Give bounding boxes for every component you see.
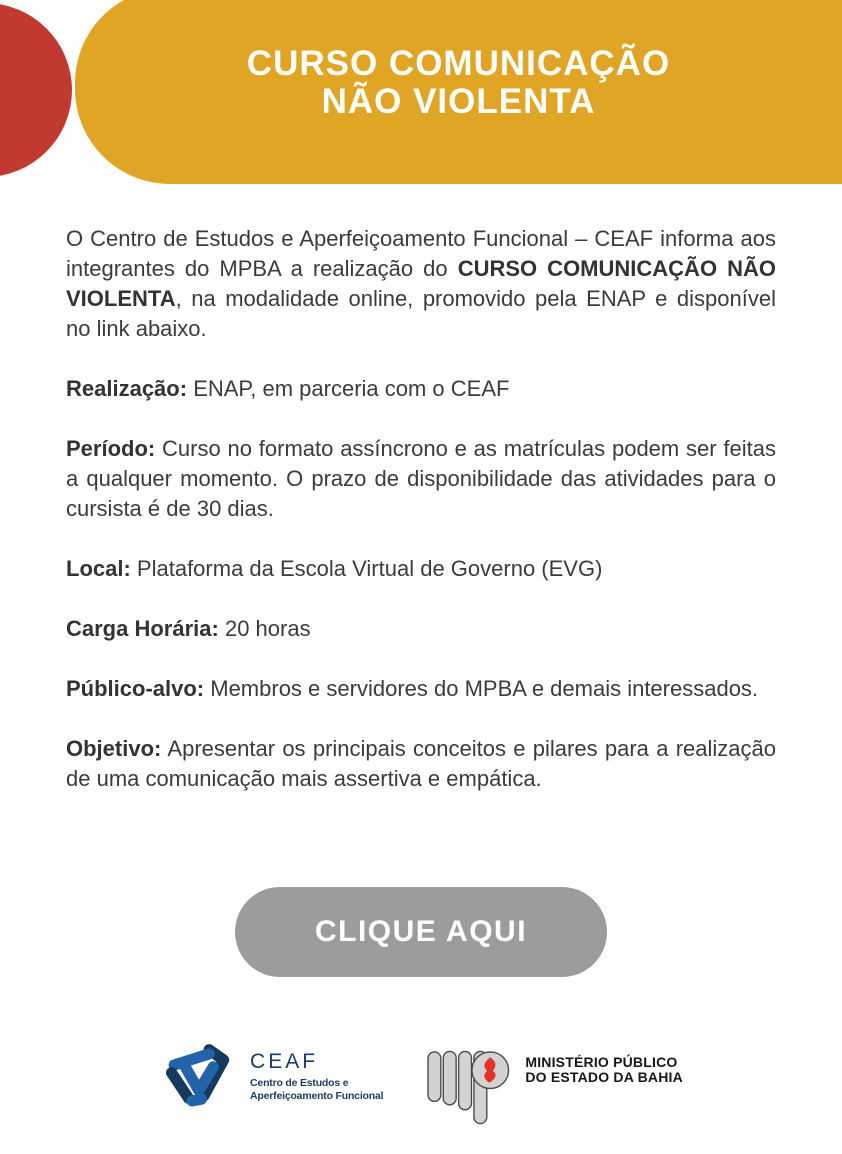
announcement-body [66, 224, 776, 824]
intro-paragraph [66, 224, 776, 344]
page-title-line1: CURSO COMUNICAÇÃO [246, 44, 671, 83]
mpba-wordmark-line1: MINISTÉRIO PÚBLICO [525, 1054, 678, 1070]
field-periodo-label: Período: [66, 436, 156, 461]
field-carga-horaria [66, 614, 776, 644]
mpba-wordmark-line2: DO ESTADO DA BAHIA [525, 1069, 683, 1085]
field-publico-alvo [66, 674, 776, 704]
field-local [66, 554, 776, 584]
ceaf-wordmark [250, 1042, 383, 1103]
ceaf-subtitle-line1: Centro de Estudos e [250, 1077, 349, 1089]
field-publico-alvo-label: Público-alvo: [66, 676, 205, 701]
red-accent-circle [0, 3, 72, 177]
mpba-logo [427, 1042, 683, 1126]
footer-logos [0, 1042, 842, 1126]
field-carga-horaria-value: 20 horas [224, 616, 311, 641]
field-periodo [66, 434, 776, 524]
mpba-mp-flame-icon [427, 1050, 511, 1126]
field-local-value: Plataforma da Escola Virtual de Governo (EVG) [136, 556, 603, 581]
ceaf-logo [159, 1042, 383, 1112]
field-objetivo-label: Objetivo: [66, 736, 162, 761]
field-periodo-value: Curso no formato assíncrono e as matrículas podem ser feitas a qualquer momento. O prazo de disponibilidade das atividades para o cursista é de 30 dias. [66, 436, 776, 521]
field-objetivo-value: Apresentar os principais conceitos e pilares para a realização de uma comunicação mais assertiva e empática. [66, 736, 776, 791]
intro-text-before: O Centro de Estudos e Aperfeiçoamento Funcional – CEAF informa aos integrantes do MPBA a realização do [66, 226, 776, 281]
field-realizacao [66, 374, 776, 404]
page-title-line2: NÃO VIOLENTA [321, 82, 596, 121]
ceaf-acronym: CEAF [250, 1050, 319, 1073]
field-publico-alvo-value: Membros e servidores do MPBA e demais interessados. [210, 676, 759, 701]
intro-course-name: CURSO COMUNICAÇÃO NÃO VIOLENTA [66, 256, 776, 311]
ceaf-subtitle-line2: Aperfeiçoamento Funcional [250, 1090, 384, 1102]
intro-text-after: , na modalidade online, promovido pela ENAP e disponível no link abaixo. [66, 286, 776, 341]
clique-aqui-button[interactable]: CLIQUE AQUI [235, 887, 607, 977]
field-carga-horaria-label: Carga Horária: [66, 616, 219, 641]
field-realizacao-value: ENAP, em parceria com o CEAF [193, 376, 510, 401]
field-objetivo [66, 734, 776, 794]
field-realizacao-label: Realização: [66, 376, 188, 401]
page-title [75, 45, 842, 121]
cta-row [0, 887, 842, 977]
ceaf-triangle-knot-icon [159, 1042, 237, 1112]
field-local-label: Local: [66, 556, 131, 581]
mpba-wordmark [525, 1042, 683, 1085]
